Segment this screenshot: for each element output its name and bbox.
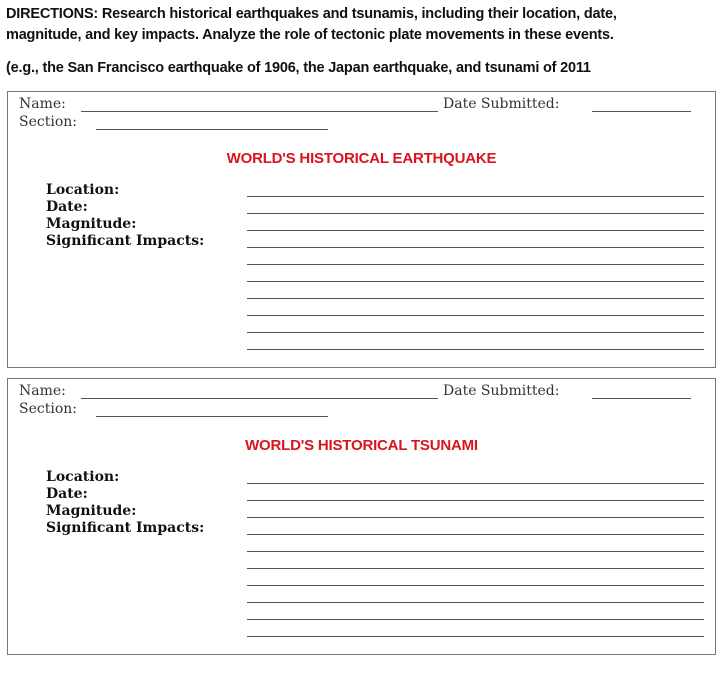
- section-label: Section:: [19, 401, 77, 417]
- date-submitted-field[interactable]: [592, 111, 691, 112]
- answer-line[interactable]: [247, 315, 704, 316]
- answer-line[interactable]: [247, 568, 704, 569]
- date-submitted-field[interactable]: [592, 398, 691, 399]
- section-field[interactable]: [96, 129, 328, 130]
- date-submitted-label: Date Submitted:: [443, 96, 560, 112]
- answer-line[interactable]: [247, 264, 704, 265]
- tsunami-form: [7, 378, 716, 655]
- answer-line[interactable]: [247, 602, 704, 603]
- magnitude-label: Magnitude:: [46, 216, 137, 232]
- name-label: Name:: [19, 383, 66, 399]
- answer-line[interactable]: [247, 636, 704, 637]
- form-title: WORLD'S HISTORICAL EARTHQUAKE: [226, 150, 497, 167]
- directions-line-1: DIRECTIONS: Research historical earthquakes and tsunamis, including their location, date,: [6, 6, 617, 22]
- answer-line[interactable]: [247, 500, 704, 501]
- earthquake-form: [7, 91, 716, 368]
- answer-line[interactable]: [247, 213, 704, 214]
- date-label: Date:: [46, 199, 88, 215]
- answer-line[interactable]: [247, 196, 704, 197]
- answer-line[interactable]: [247, 281, 704, 282]
- directions-example: (e.g., the San Francisco earthquake of 1906, the Japan earthquake, and tsunami of 2011: [6, 60, 591, 76]
- location-label: Location:: [46, 182, 120, 198]
- answer-line[interactable]: [247, 619, 704, 620]
- answer-line[interactable]: [247, 349, 704, 350]
- magnitude-label: Magnitude:: [46, 503, 137, 519]
- name-label: Name:: [19, 96, 66, 112]
- answer-line[interactable]: [247, 332, 704, 333]
- section-label: Section:: [19, 114, 77, 130]
- date-label: Date:: [46, 486, 88, 502]
- impacts-label: Significant Impacts:: [46, 233, 205, 249]
- answer-line[interactable]: [247, 585, 704, 586]
- answer-line[interactable]: [247, 298, 704, 299]
- form-title: WORLD'S HISTORICAL TSUNAMI: [245, 437, 478, 454]
- answer-line[interactable]: [247, 517, 704, 518]
- impacts-label: Significant Impacts:: [46, 520, 205, 536]
- name-field[interactable]: [81, 398, 438, 399]
- section-field[interactable]: [96, 416, 328, 417]
- answer-line[interactable]: [247, 230, 704, 231]
- answer-line[interactable]: [247, 551, 704, 552]
- date-submitted-label: Date Submitted:: [443, 383, 560, 399]
- answer-line[interactable]: [247, 534, 704, 535]
- location-label: Location:: [46, 469, 120, 485]
- directions-line-2: magnitude, and key impacts. Analyze the role of tectonic plate movements in these events.: [6, 27, 614, 43]
- answer-line[interactable]: [247, 247, 704, 248]
- answer-line[interactable]: [247, 483, 704, 484]
- name-field[interactable]: [81, 111, 438, 112]
